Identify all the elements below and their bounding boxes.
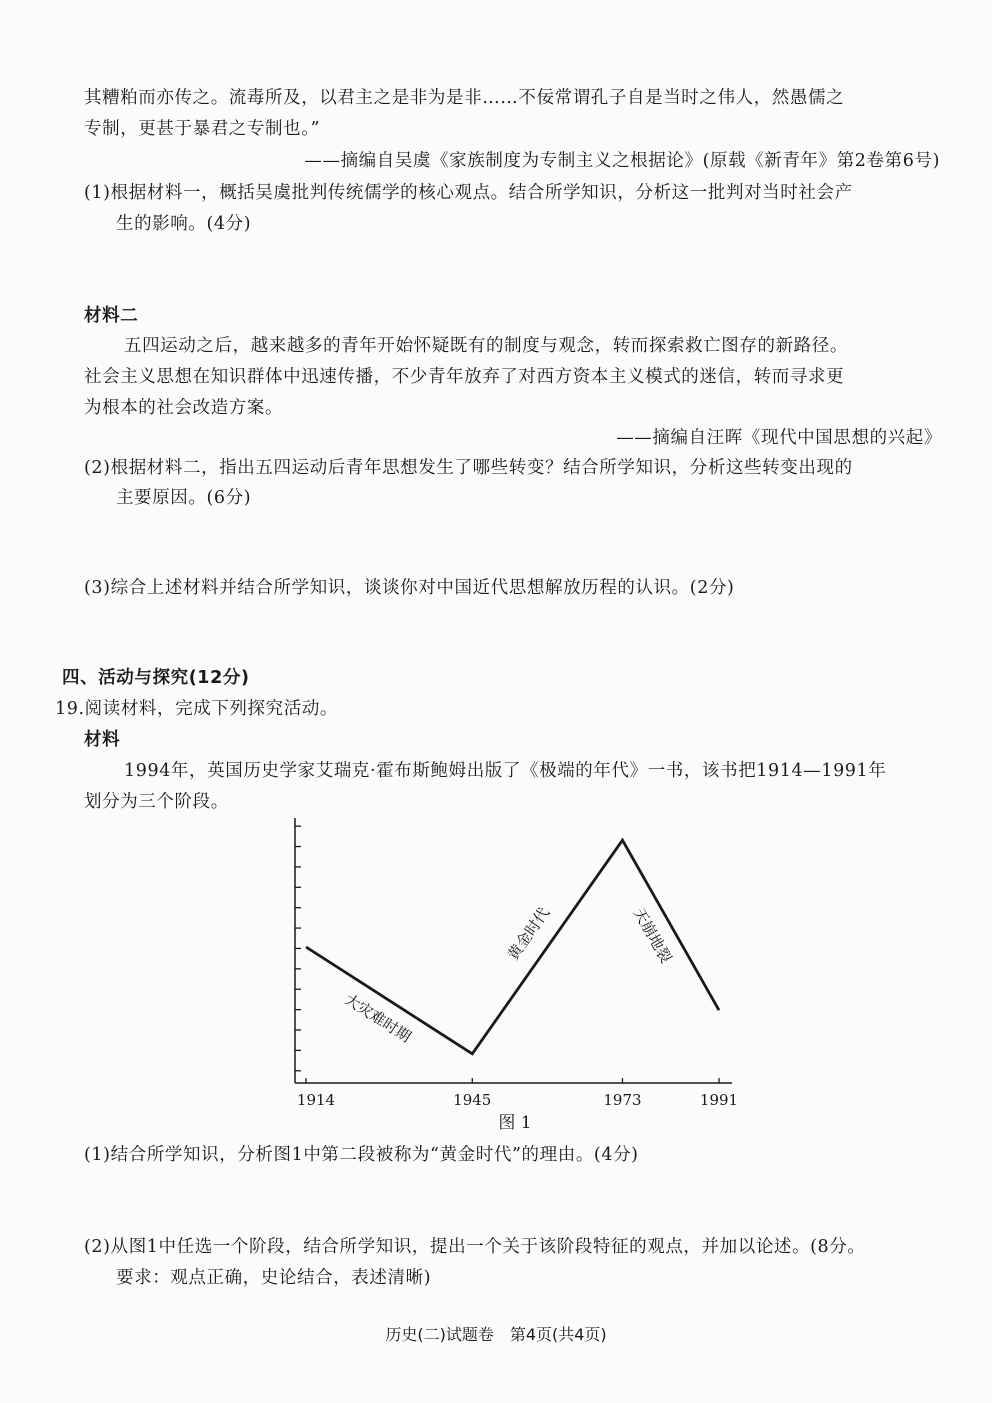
x-tick-label: 1991 <box>699 1091 739 1109</box>
question-1-2-line2: 主要原因。(6分) <box>116 488 252 508</box>
question-19-1: (1)结合所学知识，分析图1中第二段被称为“黄金时代”的理由。(4分) <box>84 1145 639 1165</box>
question-1-1-line2: 生的影响。(4分) <box>116 214 252 234</box>
question-19: 19.阅读材料，完成下列探究活动。 <box>55 699 339 719</box>
material1-line1: 其糟粕而亦传之。流毒所及，以君主之是非为是非……不佞常谓孔子自是当时之伟人，然愚儒之 <box>84 88 845 108</box>
material2-line3: 为根本的社会改造方案。 <box>84 398 284 418</box>
section-4-title: 四、活动与探究(12分) <box>62 668 250 688</box>
question-1-2-line1: (2)根据材料二，指出五四运动后青年思想发生了哪些转变？结合所学知识，分析这些转变出现的 <box>84 458 853 478</box>
question-19-2-line1: (2)从图1中任选一个阶段，结合所学知识，提出一个关于该阶段特征的观点，并加以论述。(8分。 <box>84 1237 866 1257</box>
question-1-3: (3)综合上述材料并结合所学知识，谈谈你对中国近代思想解放历程的认识。(2分) <box>84 578 735 598</box>
segment-label: 黄金时代 <box>503 904 554 964</box>
material2-line2: 社会主义思想在知识群体中迅速传播，不少青年放弃了对西方资本主义模式的迷信，转而寻求更 <box>84 367 845 387</box>
segment-label: 大灾难时期 <box>341 990 415 1046</box>
x-tick-label: 1973 <box>603 1091 642 1109</box>
material1-source: ——摘编自吴虞《家族制度为专制主义之根据论》(原载《新青年》第2卷第6号) <box>304 151 940 171</box>
material2-title: 材料二 <box>84 306 139 326</box>
page-footer: 历史(二)试题卷 第4页(共4页) <box>385 1325 607 1344</box>
material1-line2: 专制，更甚于暴君之专制也。” <box>84 119 321 139</box>
chart <box>270 808 760 1138</box>
question-1-1-line1: (1)根据材料一，概括吴虞批判传统儒学的核心观点。结合所学知识，分析这一批判对当时社会产 <box>84 183 853 203</box>
x-tick-label: 1945 <box>453 1091 492 1109</box>
x-tick-label: 1914 <box>296 1091 336 1109</box>
material-line1: 1994年，英国历史学家艾瑞克·霍布斯鲍姆出版了《极端的年代》一书，该书把1914—1991年 <box>124 761 887 781</box>
material-line2: 划分为三个阶段。 <box>84 792 229 812</box>
segment-label: 天崩地裂 <box>629 904 676 967</box>
material2-source: ——摘编自汪晖《现代中国思想的兴起》 <box>616 428 942 448</box>
chart-caption: 图 1 <box>498 1113 532 1133</box>
material-title: 材料 <box>84 730 121 750</box>
question-19-2-line2: 要求：观点正确，史论结合，表述清晰) <box>116 1268 432 1288</box>
material2-line1: 五四运动之后，越来越多的青年开始怀疑既有的制度与观念，转而探索救亡图存的新路径。 <box>124 336 848 356</box>
